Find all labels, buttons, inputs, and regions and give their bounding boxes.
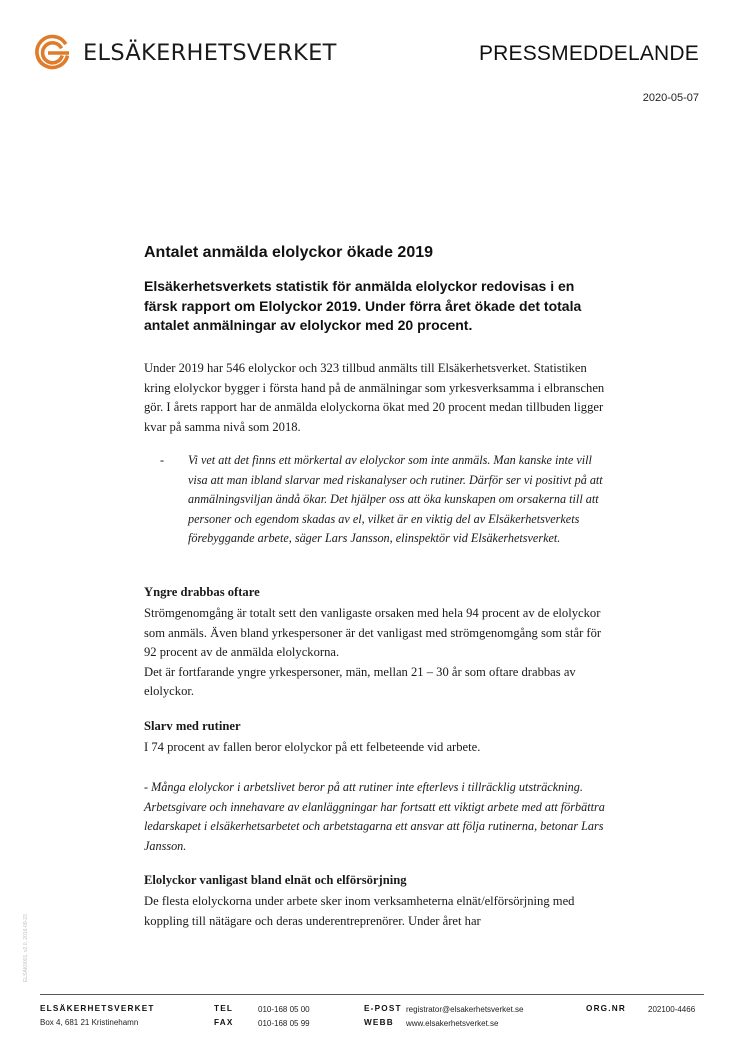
footer-fax-label: FAX xyxy=(214,1018,234,1027)
document-date: 2020-05-07 xyxy=(642,92,699,104)
footer-address: Box 4, 681 21 Kristinehamn xyxy=(40,1018,139,1027)
section-text-yngre xyxy=(144,604,614,702)
footer-divider xyxy=(40,994,704,995)
article-lead: Elsäkerhetsverkets statistik för anmälda elolyckor redovisas i en färsk rapport om Elolyckor 2019. Under förra året ökade det totala antalet anmälningar av elolyckor med 20 procent. xyxy=(144,278,582,333)
document-type: PRESSMEDDELANDE xyxy=(478,42,699,65)
footer-company: ELSÄKERHETSVERKET xyxy=(40,1004,155,1013)
side-document-code-text: ELSÄK0001, v2.0, 2016-09-23 xyxy=(23,914,29,982)
logo xyxy=(34,34,337,72)
footer-epost-value: registrator@elsakerhetsverket.se xyxy=(406,1005,524,1014)
footer-orgnr-value: 202100-4466 xyxy=(648,1005,696,1014)
section-text-yngre-1: Strömgenomgång är totalt sett den vanligaste orsaken med hela 94 procent av de elolyckor som anmäls. Även bland yrkespersoner är det vanligast med strömgenomgång som står för 92 procent av de anmälda elolyckorna. xyxy=(144,606,602,659)
section-heading-slarv: Slarv med rutiner xyxy=(144,719,241,733)
quote-block-2: - Många elolyckor i arbetslivet beror på att rutiner inte efterlevs i tillräcklig utsträckning. Arbetsgivare och innehavare av elanläggningar har fortsatt ett viktigt arbete med att förbättra ledarskapet i elsäkerhetsarbetet och arbetstagarna ett ansvar att följa rutinerna, betonar Lars Jansson. xyxy=(144,780,605,853)
footer-webb-value: www.elsakerhetsverket.se xyxy=(406,1019,499,1028)
footer-fax-value: 010-168 05 99 xyxy=(258,1019,310,1028)
section-text-elnat: De flesta elolyckorna under arbete sker inom verksamheterna elnät/elförsörjning med koppling till nätägare och deras underentreprenörer. Under året har xyxy=(144,894,575,928)
quote-dash: - xyxy=(160,453,165,467)
elsakerhetsverket-e-logo-icon xyxy=(34,34,72,72)
paragraph-intro: Under 2019 har 546 elolyckor och 323 tillbud anmälts till Elsäkerhetsverket. Statistiken kring elolyckor bygger i första hand på de anmälningar som yrkesverksamma i elbranschen gör. I årets rapport har de anmälda elolyckorna ökat med 20 procent medan tillbuden ligger kvar på samma nivå som 2018. xyxy=(144,361,605,434)
footer-webb-label: WEBB xyxy=(364,1018,394,1027)
section-heading-elnat: Elolyckor vanligast bland elnät och elförsörjning xyxy=(144,873,407,887)
quote-text: Vi vet att det finns ett mörkertal av elolyckor som inte anmäls. Man kanske inte vill visa att man ibland slarvar med riskanalyser och rutiner. Därför ser vi positivt på att anmälningsviljan ändå ökar. Det hjälper oss att öka kunskapen om orsakerna till att personer och egendom skadas av el, vilket är en viktig del av Elsäkerhetsverkets förebyggande arbete, säger Lars Jansson, elinspektör vid Elsäkerhetsverket. xyxy=(188,453,603,545)
section-text-slarv: I 74 procent av fallen beror elolyckor på ett felbeteende vid arbete. xyxy=(144,740,481,754)
footer-orgnr-label: ORG.NR xyxy=(586,1004,626,1013)
footer-epost-label: E-POST xyxy=(364,1004,402,1013)
footer-tel-value: 010-168 05 00 xyxy=(258,1005,310,1014)
article-headline: Antalet anmälda elolyckor ökade 2019 xyxy=(144,244,434,261)
section-heading-yngre: Yngre drabbas oftare xyxy=(144,585,260,599)
logo-text: ELSÄKERHETSVERKET xyxy=(83,39,337,66)
side-document-code xyxy=(14,890,29,985)
footer-tel-label: TEL xyxy=(214,1004,234,1013)
quote-block xyxy=(160,451,610,549)
section-text-yngre-2: Det är fortfarande yngre yrkespersoner, män, mellan 21 – 30 år som oftare drabbas av elolyckor. xyxy=(144,664,576,698)
